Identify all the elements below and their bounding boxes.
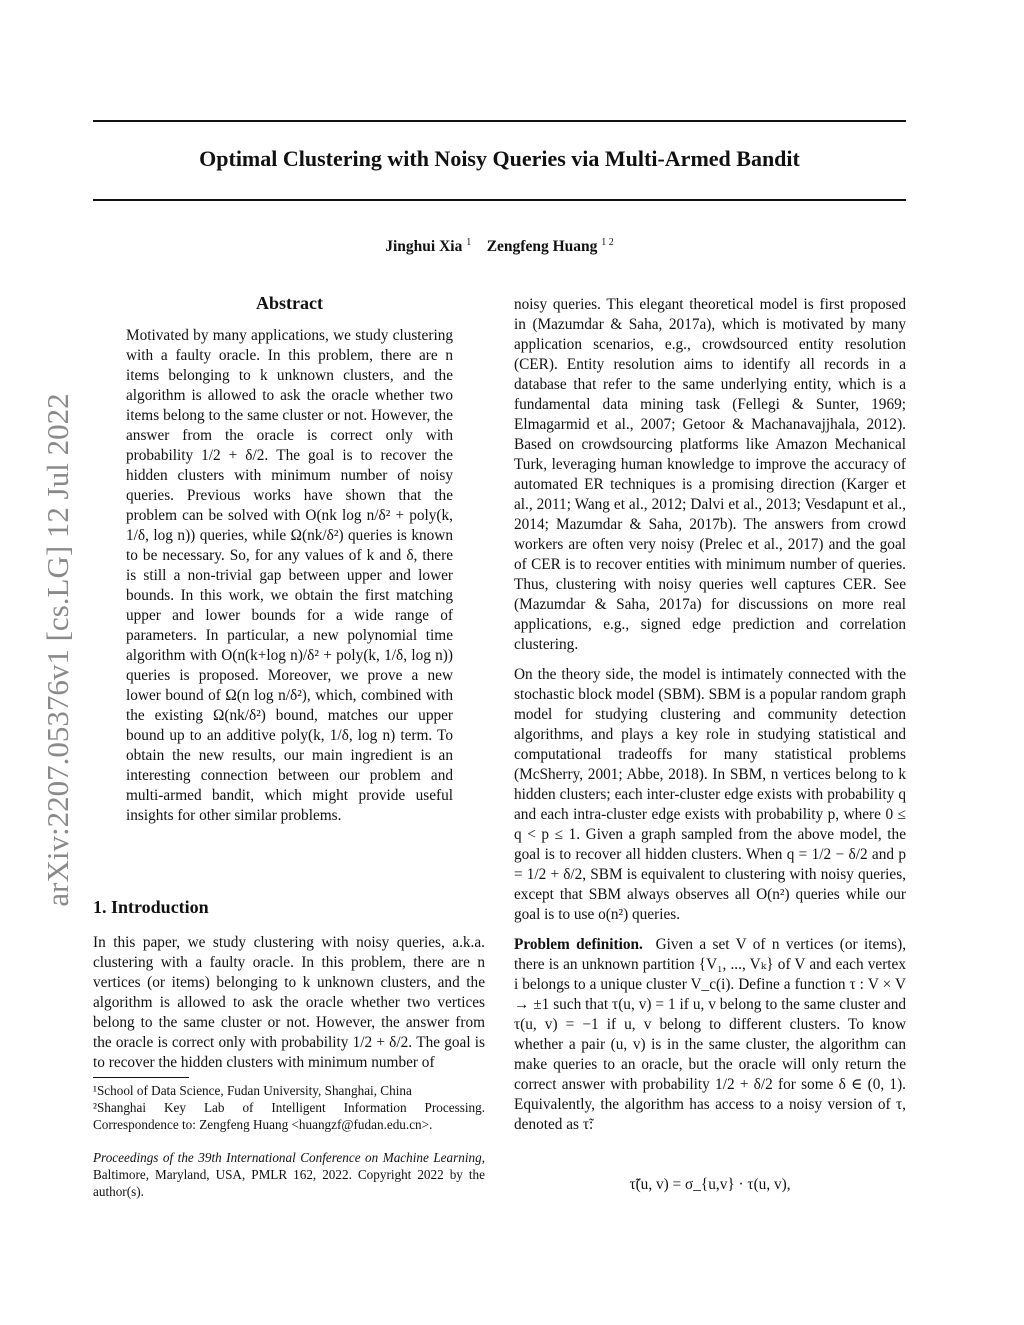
author-affiliation: 1 2 (601, 237, 614, 248)
footnotes (93, 1082, 485, 1133)
noisy-oracle-equation: τ̃(u, v) = σ_{u,v} · τ(u, v), (629, 1176, 791, 1193)
footnote-affiliation-2: ²Shanghai Key Lab of Intelligent Information Processing. Correspondence to: Zengfeng Huang <huangzf@fudan.edu.cn>. (93, 1100, 485, 1132)
paragraph-cer-motivation: noisy queries. This elegant theoretical model is first proposed in (Mazumdar & Saha, 2017a), which is motivated by many application scenarios, e.g., crowdsourced entity resolution (CER). Entity resolution aims to identify all records in a database that refer to the same underlying entity, which is a fundamental data mining task (Fellegi & Sunter, 1969; Elmagarmid et al., 2007; Getoor & Machanavajjhala, 2012). Based on crowdsourcing platforms like Amazon Mechanical Turk, leveraging human knowledge to improve the accuracy of automated ER techniques is a promising direction (Karger et al., 2011; Wang et al., 2012; Dalvi et al., 2013; Vesdapunt et al., 2014; Mazumdar & Saha, 2017b). The answers from crowd workers are often very noisy (Prelec et al., 2017) and the goal of CER is to recover entities with minimum number of queries. Thus, clustering with noisy queries well captures CER. See (Mazumdar & Saha, 2017a) for discussions on more real applications, e.g., signed edge prediction and correlation clustering. (514, 296, 906, 653)
proceedings-note (93, 1149, 485, 1200)
author-list (93, 237, 906, 256)
introduction-text: In this paper, we study clustering with noisy queries, a.k.a. clustering with a faulty oracle. In this problem, there are n vertices (or items) belonging to k unknown clusters, and the algorithm is allowed to ask the oracle whether two vertices belong to the same cluster or not. However, the answer from the oracle is correct only with probability 1/2 + δ/2. The goal is to recover the hidden clusters with minimum number of (93, 934, 485, 1071)
arxiv-watermark: arXiv:2207.05376v1 [cs.LG] 12 Jul 2022 (40, 393, 75, 907)
paragraph-sbm-connection: On the theory side, the model is intimately connected with the stochastic block model (SBM). SBM is a popular random graph model for studying clustering and community detection algorithms, and plays a key role in studying statistical and computational tradeoffs for many statistical problems (McSherry, 2001; Abbe, 2018). In SBM, n vertices belong to k hidden clusters; each inter-cluster edge exists with probability q and each intra-cluster edge exists with probability p, where 0 ≤ q < p ≤ 1. Given a graph sampled from the above model, the goal is to recover all hidden clusters. When q = 1/2 − δ/2 and p = 1/2 + δ/2, SBM is equivalent to clustering with noisy queries, except that SBM always observes all O(n²) queries while our goal is to use o(n²) queries. (514, 666, 906, 923)
right-column (514, 295, 906, 1145)
problem-definition-label: Problem definition. (514, 936, 643, 953)
title-rule-top (93, 120, 906, 122)
author-affiliation: 1 (466, 237, 472, 248)
proceedings-details: , Baltimore, Maryland, USA, PMLR 162, 2022. Copyright 2022 by the author(s). (93, 1150, 485, 1199)
title-rule-bottom (93, 199, 906, 201)
footnote-rule (93, 1077, 189, 1078)
paragraph-problem-definition (514, 935, 906, 1135)
footnote-affiliation-1: ¹School of Data Science, Fudan University, Shanghai, China (93, 1083, 412, 1098)
problem-definition-text: Given a set V of n vertices (or items), there is an unknown partition {V₁, ..., Vₖ} of V and each vertex i belongs to a unique cluster V_c(i). Define a function τ : V × V → ±1 such that τ(u, v) = 1 if u, v belong to the same cluster and τ(u, v) = −1 if u, v belong to different clusters. To know whether a pair (u, v) is in the same cluster, the algorithm can make queries to an oracle, but the oracle will only return the correct answer with probability 1/2 + δ/2 for some δ ∈ (0, 1). Equivalently, the algorithm has access to a noisy version of τ, denoted as τ̃: (514, 936, 907, 1133)
abstract-text: Motivated by many applications, we study clustering with a faulty oracle. In this problem, there are n items belonging to k unknown clusters, and the algorithm is allowed to ask the oracle whether two items belong to the same cluster or not. However, the answer from the oracle is correct only with probability 1/2 + δ/2. The goal is to recover the hidden clusters with minimum number of noisy queries. Previous works have shown that the problem can be solved with O(nk log n/δ² + poly(k, 1/δ, log n)) queries, while Ω(nk/δ²) queries is known to be necessary. So, for any values of k and δ, there is still a non-trivial gap between upper and lower bounds. In this work, we obtain the first matching upper and lower bounds for a wide range of parameters. In particular, a new polynomial time algorithm with O(n(k+log n)/δ² + poly(k, 1/δ, log n)) queries is proposed. Moreover, we prove a new lower bound of Ω(n log n/δ²), which, combined with the existing Ω(nk/δ²) bound, matches our upper bound up to an additive poly(k, 1/δ, log n) term. To obtain the new results, our main ingredient is an interesting connection between our problem and multi-armed bandit, which might provide useful insights for other similar problems. (126, 327, 453, 824)
section-heading-introduction: 1. Introduction (93, 897, 209, 917)
author-name: Jinghui Xia (385, 238, 463, 256)
proceedings-venue: Proceedings of the 39th International Conference on Machine Learning (93, 1150, 482, 1165)
author-name: Zengfeng Huang (486, 238, 598, 256)
paper-title: Optimal Clustering with Noisy Queries via Multi-Armed Bandit (199, 146, 800, 171)
abstract-heading: Abstract (256, 293, 323, 313)
